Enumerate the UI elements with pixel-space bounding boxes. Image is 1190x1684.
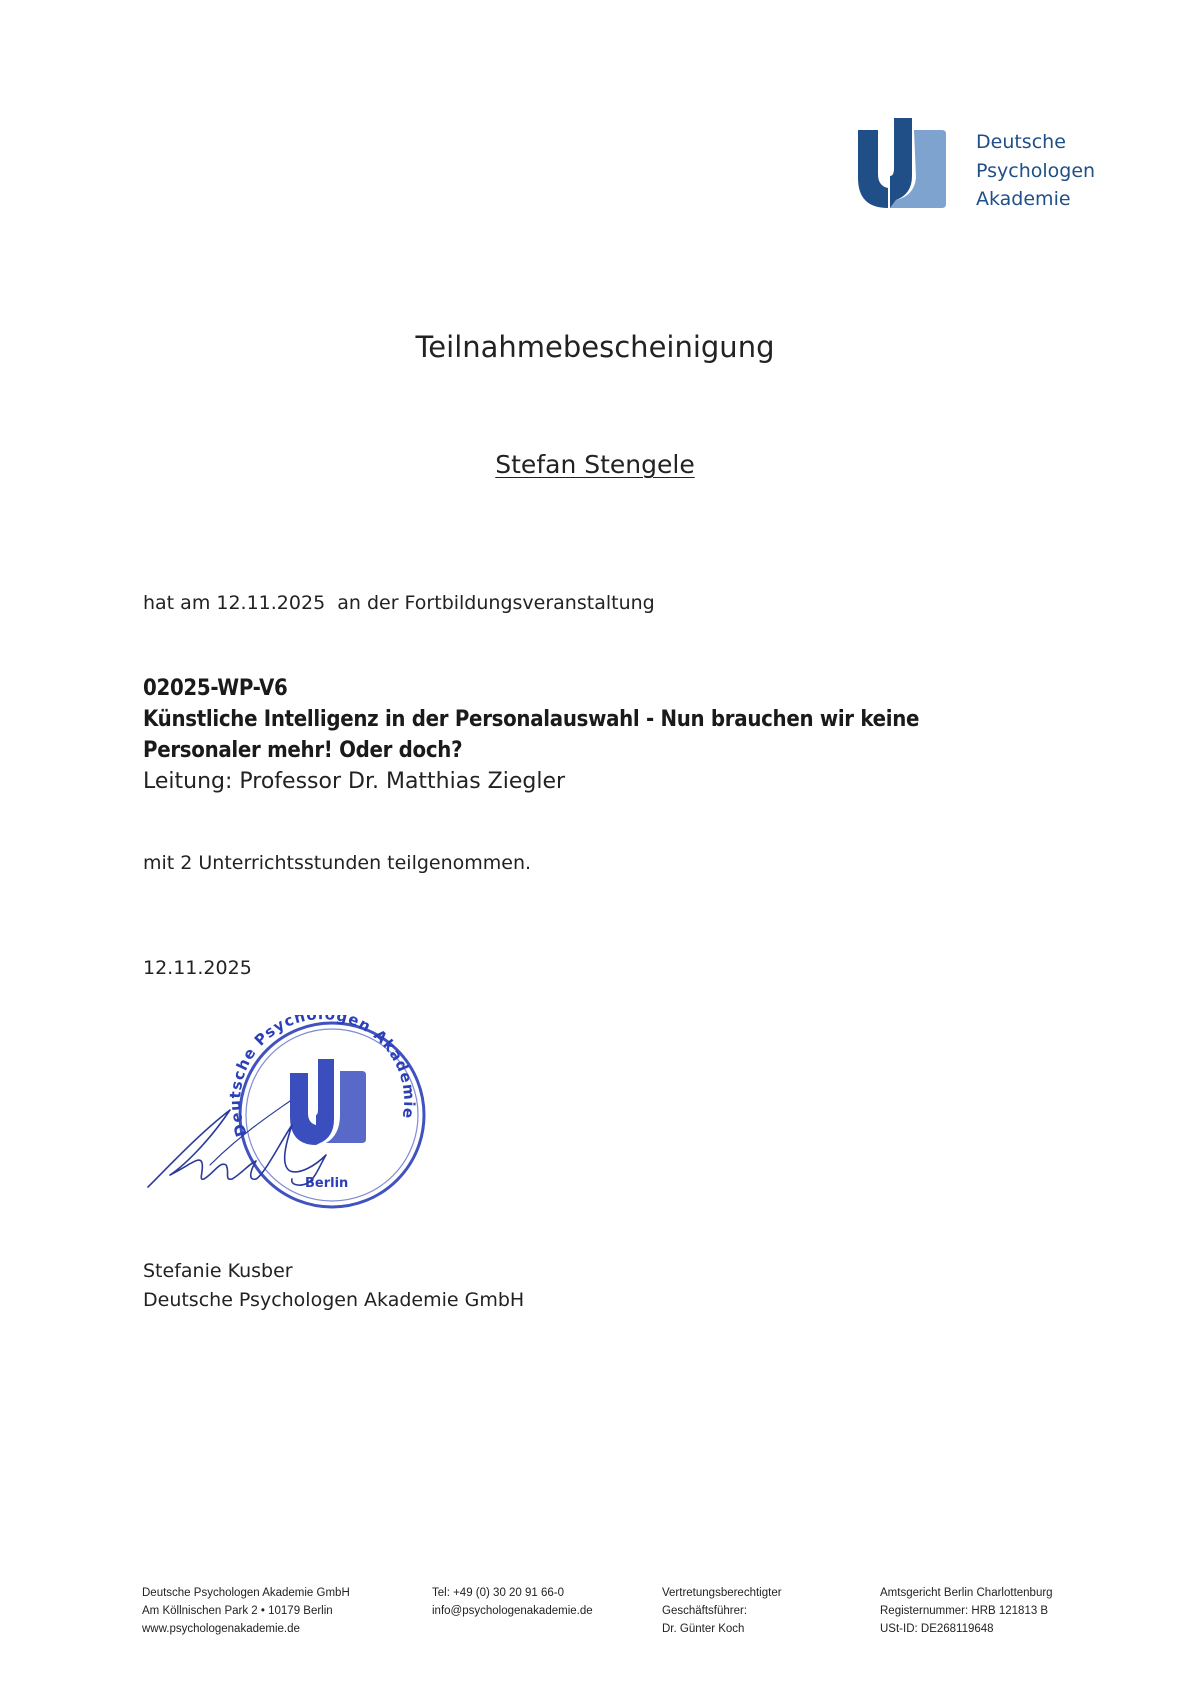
logo-line-3: Akademie [976,188,1071,210]
footer-contact [432,1584,593,1620]
course-code: 02025-WP-V6 [143,676,288,701]
logo-line-1: Deutsche [976,131,1066,153]
signer-organization: Deutsche Psychologen Akademie GmbH [143,1289,525,1311]
course-title: Künstliche Intelligenz in der Personalauswahl - Nun brauchen wir keine Personaler mehr! Oder doch? [143,707,920,763]
psi-logo-icon [856,116,952,212]
footer-court: Amtsgericht Berlin Charlottenburg [880,1587,1053,1599]
logo-wordmark [976,128,1095,214]
footer-management [662,1584,782,1638]
course-block [143,673,1043,797]
stamp-city: Berlin [305,1176,349,1191]
footer-address: Am Köllnischen Park 2 • 10179 Berlin [142,1605,333,1617]
document-title: Teilnahmebescheinigung [415,330,775,364]
intro-text: hat am 12.11.2025 an der Fortbildungsveranstaltung [143,592,655,614]
stamp-and-signature [140,1015,460,1215]
footer-management-line-1: Vertretungsberechtigter [662,1587,782,1599]
logo-line-2: Psychologen [976,159,1096,182]
footer-register-number: Registernummer: HRB 121813 B [880,1605,1049,1617]
footer-management-line-2: Geschäftsführer: [662,1605,748,1617]
course-lead: Leitung: Professor Dr. Matthias Ziegler [143,769,566,794]
stamp-ring-text: Deutsche Psych gen Akademie [226,1015,419,1140]
footer-company-name: Deutsche Psychologen Akademie GmbH [142,1587,350,1599]
signer-block [143,1257,524,1315]
hours-text: mit 2 Unterrichtsstunden teilgenommen. [143,852,532,874]
footer-email: info@psychologenakademie.de [432,1605,593,1617]
footer-vat-id: USt-ID: DE268119648 [880,1623,994,1635]
issue-date: 12.11.2025 [143,957,252,979]
footer-management-line-3: Dr. Günter Koch [662,1623,745,1635]
footer-website: www.psychologenakademie.de [142,1623,300,1635]
footer-company [142,1584,350,1638]
official-stamp-icon [140,1015,460,1215]
footer-registry [880,1584,1053,1638]
participant-name: Stefan Stengele [495,450,695,479]
footer-phone: Tel: +49 (0) 30 20 91 66-0 [432,1587,565,1599]
signer-name: Stefanie Kusber [143,1260,293,1282]
brand-logo [856,116,1096,212]
